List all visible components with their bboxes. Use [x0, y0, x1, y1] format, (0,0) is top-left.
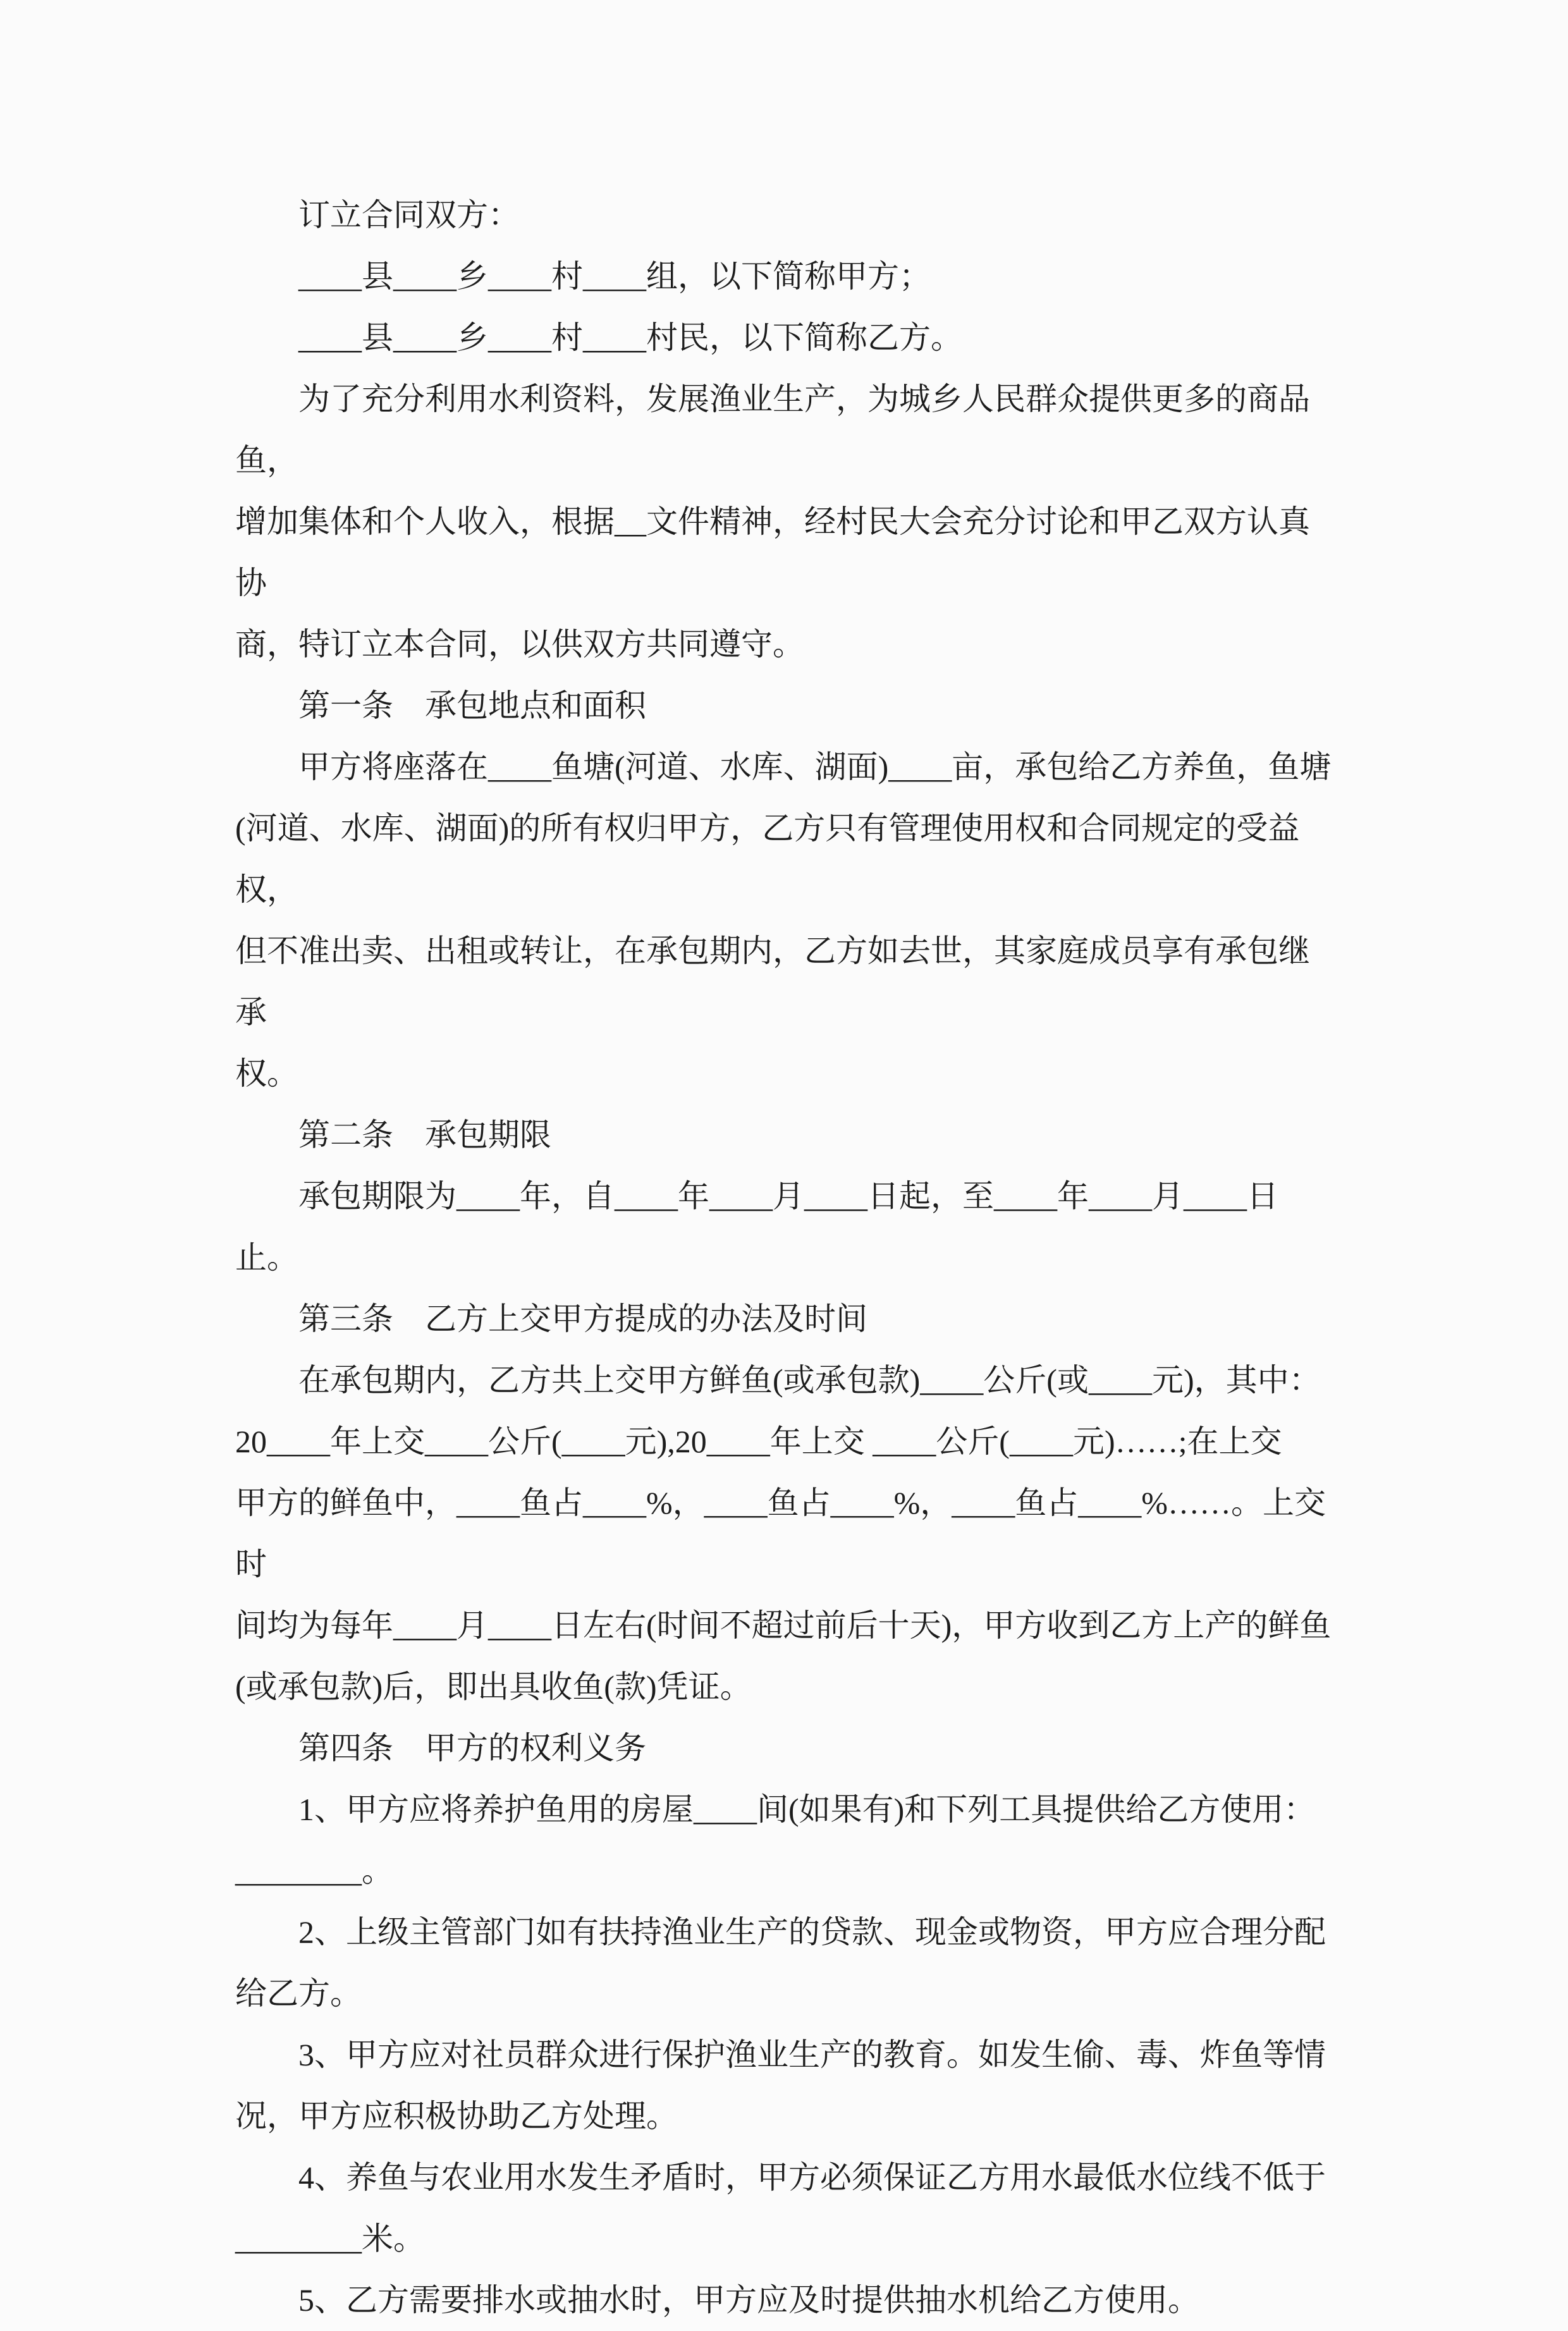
text-line-12: 第二条 承包期限 [298, 1117, 551, 1153]
text-line-18: 间均为每年____月____日左右(时间不超过前后十天)，甲方收到乙方上产的鲜鱼 [235, 1608, 1332, 1643]
text-line-25: 3、甲方应对社员群众进行保护渔业生产的教育。如发生偷、毒、炸鱼等情 [298, 2037, 1326, 2072]
text-line-20: 第四条 甲方的权利义务 [298, 1730, 646, 1766]
text-line-26: 况，甲方应积极协助乙方处理。 [235, 2098, 678, 2134]
text-line-4: 为了充分利用水利资料，发展渔业生产，为城乡人民群众提供更多的商品鱼， [235, 381, 1310, 478]
text-line-23: 2、上级主管部门如有扶持渔业生产的贷款、现金或物资，甲方应合理分配 [298, 1914, 1326, 1950]
text-line-22: ________。 [235, 1853, 393, 1888]
text-line-14: 第三条 乙方上交甲方提成的办法及时间 [298, 1301, 867, 1337]
text-line-9: (河道、水库、湖面)的所有权归甲方，乙方只有管理使用权和合同规定的受益权， [235, 811, 1300, 907]
text-line-24: 给乙方。 [235, 1976, 362, 2011]
text-line-2: ____县____乡____村____组，以下简称甲方； [298, 259, 931, 294]
text-line-11: 权。 [235, 1056, 298, 1091]
text-line-13: 承包期限为____年，自____年____月____日起，至____年____月____日止。 [235, 1178, 1278, 1275]
text-line-10: 但不准出卖、出租或转让，在承包期内，乙方如去世，其家庭成员享有承包继承 [235, 933, 1310, 1030]
text-line-7: 第一条 承包地点和面积 [298, 688, 646, 723]
text-line-17: 甲方的鲜鱼中，____鱼占____%，____鱼占____%，____鱼占____%……。上交时 [235, 1485, 1326, 1582]
text-line-19: (或承包款)后，即出具收鱼(款)凭证。 [235, 1669, 752, 1704]
text-line-29: 5、乙方需要排水或抽水时，甲方应及时提供抽水机给乙方使用。 [298, 2282, 1199, 2318]
text-line-6: 商，特订立本合同，以供双方共同遵守。 [235, 627, 804, 662]
text-line-21: 1、甲方应将养护鱼用的房屋____间(如果有)和下列工具提供给乙方使用： [298, 1792, 1316, 1827]
text-line-8: 甲方将座落在____鱼塘(河道、水库、湖面)____亩，承包给乙方养鱼，鱼塘 [298, 749, 1332, 785]
text-line-28: ________米。 [235, 2221, 425, 2256]
contract-text [235, 185, 1338, 2331]
text-line-27: 4、养鱼与农业用水发生矛盾时，甲方必须保证乙方用水最低水位线不低于 [298, 2160, 1326, 2195]
text-line-16: 20____年上交____公斤(____元),20____年上交 ____公斤(____元)……;在上交 [235, 1424, 1282, 1459]
text-line-3: ____县____乡____村____村民，以下简称乙方。 [298, 320, 962, 355]
text-line-1: 订立合同双方： [298, 197, 520, 233]
text-line-5: 增加集体和个人收入，根据__文件精神，经村民大会充分讨论和甲乙双方认真协 [235, 504, 1310, 601]
text-line-15: 在承包期内，乙方共上交甲方鲜鱼(或承包款)____公斤(或____元)，其中： [298, 1362, 1321, 1398]
